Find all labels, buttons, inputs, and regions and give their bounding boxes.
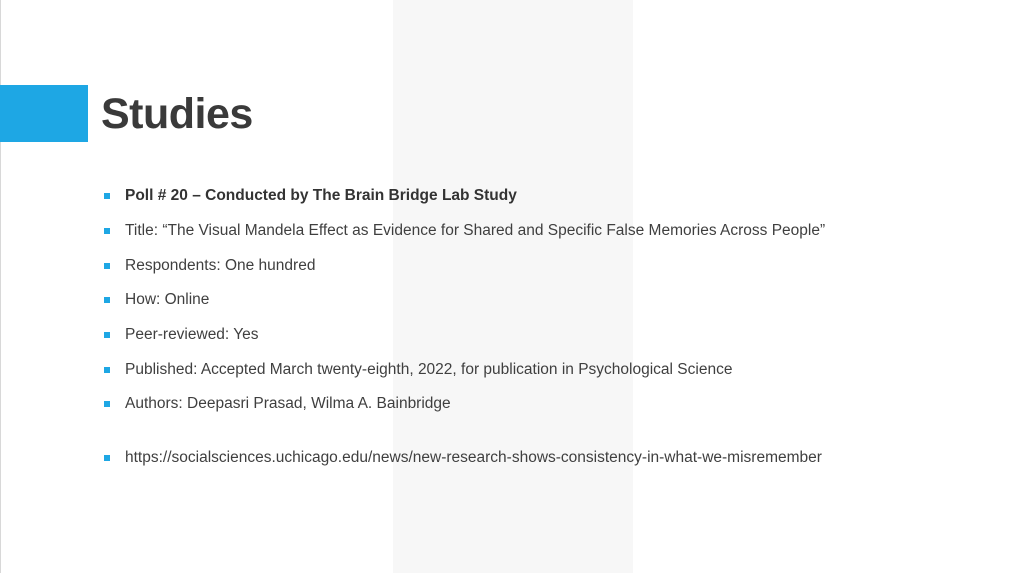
square-bullet-icon	[104, 367, 110, 373]
square-bullet-icon	[104, 332, 110, 338]
slide-title: Studies	[101, 90, 253, 138]
square-bullet-icon	[104, 263, 110, 269]
bullet-item-respondents	[104, 248, 1004, 283]
bullet-text-link: https://socialsciences.uchicago.edu/news/new-research-shows-consistency-in-what-we-misremember	[125, 449, 822, 467]
square-bullet-icon	[104, 401, 110, 407]
bullet-text-poll: Poll # 20 – Conducted by The Brain Bridge Lab Study	[125, 187, 517, 205]
bullet-text-published: Published: Accepted March twenty-eighth, 2022, for publication in Psychological Science	[125, 360, 733, 378]
bullet-item-link	[104, 441, 1004, 476]
title-accent-block	[0, 85, 88, 142]
square-bullet-icon	[104, 193, 110, 199]
bullet-text-authors: Authors: Deepasri Prasad, Wilma A. Bainbridge	[125, 395, 451, 413]
bullet-item-how	[104, 283, 1004, 318]
square-bullet-icon	[104, 228, 110, 234]
bullet-text-respondents: Respondents: One hundred	[125, 256, 316, 274]
bullet-text-how: How: Online	[125, 291, 210, 309]
bullet-item-authors	[104, 387, 1004, 422]
bullet-text-title: Title: “The Visual Mandela Effect as Evidence for Shared and Specific False Memories Across People”	[125, 222, 826, 240]
bullet-list	[104, 179, 1004, 476]
bullet-item-poll	[104, 179, 1004, 214]
square-bullet-icon	[104, 297, 110, 303]
bullet-item-peer-reviewed	[104, 318, 1004, 353]
square-bullet-icon	[104, 455, 110, 461]
bullet-text-peer-reviewed: Peer-reviewed: Yes	[125, 326, 259, 344]
bullet-item-published	[104, 352, 1004, 387]
bullet-item-title	[104, 214, 1004, 249]
